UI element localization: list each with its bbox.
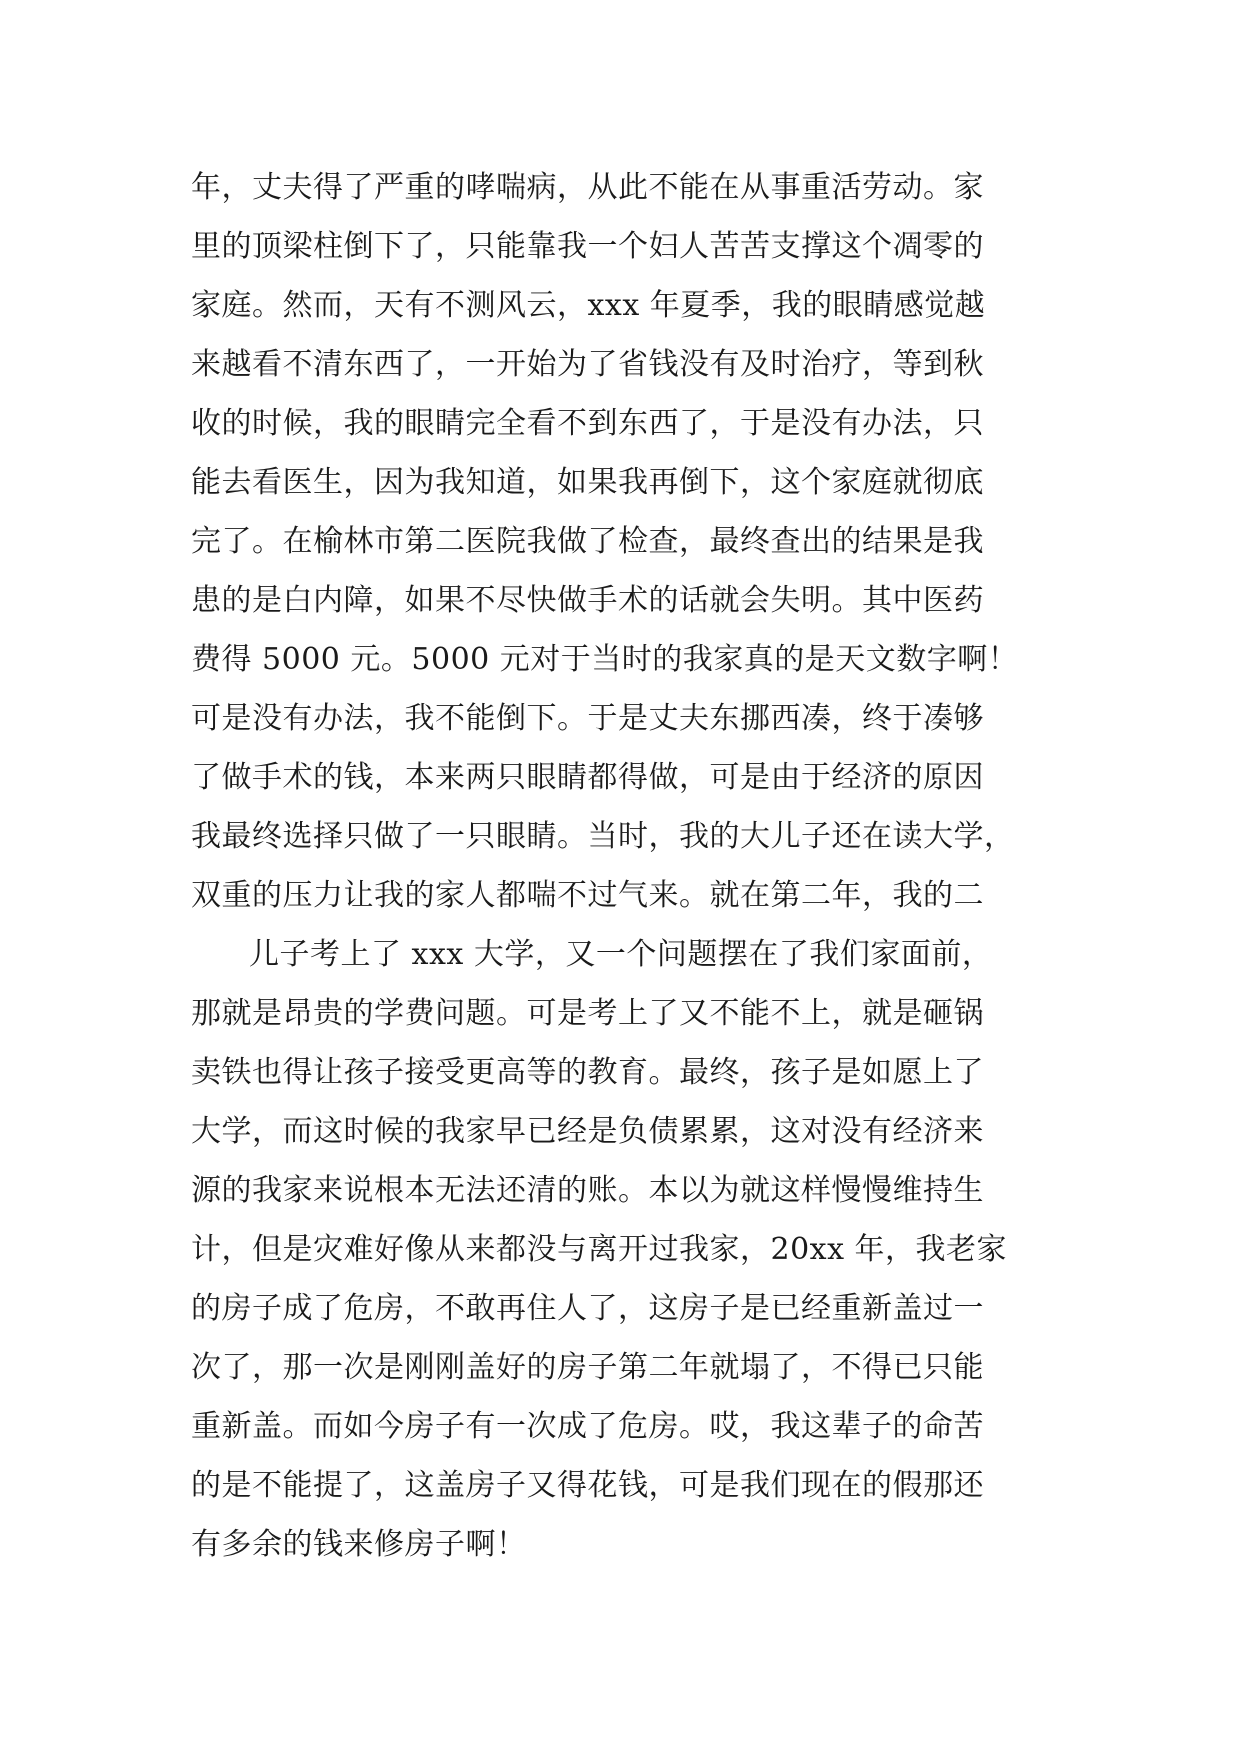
text-line: 计，但是灾难好像从来都没与离开过我家，20xx 年，我老家 (191, 1232, 1008, 1267)
text-line: 次了，那一次是刚刚盖好的房子第二年就塌了，不得已只能 (191, 1350, 984, 1385)
text-line: 里的顶梁柱倒下了，只能靠我一个妇人苦苦支撑这个凋零的 (191, 229, 984, 264)
text-line: 大学，而这时候的我家早已经是负债累累，这对没有经济来 (191, 1114, 984, 1149)
text-line: 的房子成了危房，不敢再住人了，这房子是已经重新盖过一 (191, 1291, 984, 1326)
text-line: 重新盖。而如今房子有一次成了危房。哎，我这辈子的命苦 (191, 1409, 984, 1444)
text-line: 患的是白内障，如果不尽快做手术的话就会失明。其中医药 (191, 583, 984, 618)
text-line: 年，丈夫得了严重的哮喘病，从此不能在从事重活劳动。家 (191, 170, 984, 205)
text-line: 了做手术的钱，本来两只眼睛都得做，可是由于经济的原因 (191, 760, 984, 795)
document-body (191, 158, 1051, 1574)
text-line-indented: 儿子考上了 xxx 大学，又一个问题摆在了我们家面前， (249, 937, 993, 972)
text-line: 费得 5000 元。5000 元对于当时的我家真的是天文数字啊！ (191, 642, 1019, 677)
text-line: 源的我家来说根本无法还清的账。本以为就这样慢慢维持生 (191, 1173, 984, 1208)
text-line: 那就是昂贵的学费问题。可是考上了又不能不上，就是砸锅 (191, 996, 984, 1031)
text-line: 家庭。然而，天有不测风云，xxx 年夏季，我的眼睛感觉越 (191, 288, 986, 323)
text-line: 来越看不清东西了，一开始为了省钱没有及时治疗，等到秋 (191, 347, 984, 382)
text-line: 卖铁也得让孩子接受更高等的教育。最终，孩子是如愿上了 (191, 1055, 984, 1090)
text-line: 我最终选择只做了一只眼睛。当时，我的大儿子还在读大学， (191, 819, 1015, 854)
text-line: 收的时候，我的眼睛完全看不到东西了，于是没有办法，只 (191, 406, 984, 441)
text-line: 可是没有办法，我不能倒下。于是丈夫东挪西凑，终于凑够 (191, 701, 984, 736)
text-line: 的是不能提了，这盖房子又得花钱，可是我们现在的假那还 (191, 1468, 984, 1503)
text-line: 完了。在榆林市第二医院我做了检查，最终查出的结果是我 (191, 524, 984, 559)
text-line: 有多余的钱来修房子啊！ (191, 1527, 527, 1562)
text-line: 能去看医生，因为我知道，如果我再倒下，这个家庭就彻底 (191, 465, 984, 500)
text-line: 双重的压力让我的家人都喘不过气来。就在第二年，我的二 (191, 878, 984, 913)
